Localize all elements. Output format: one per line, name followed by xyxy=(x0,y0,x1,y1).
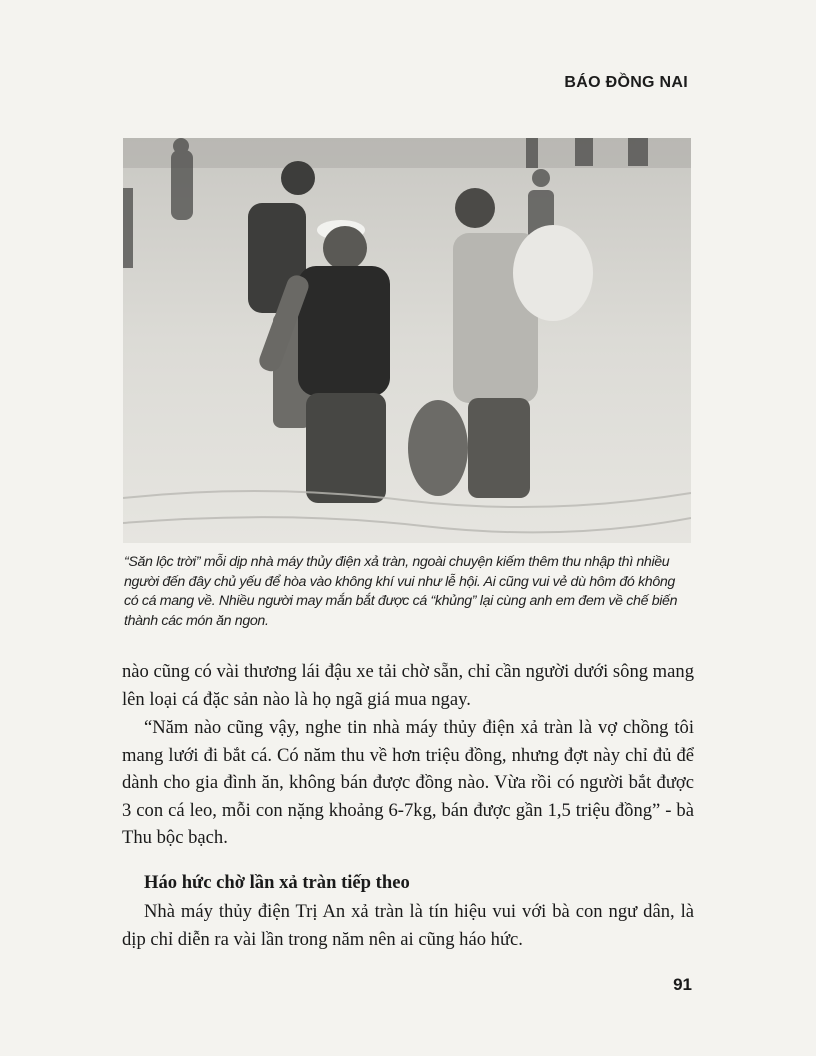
page-number: 91 xyxy=(673,975,692,994)
section-heading: Háo hức chờ lần xả tràn tiếp theo xyxy=(144,872,410,893)
body-paragraph-3: Nhà máy thủy điện Trị An xả tràn là tín hiệu vui với bà con ngư dân, là dịp chỉ diễn ra vài lần trong năm nên ai cũng háo hức. xyxy=(122,901,694,950)
body-paragraph-2: “Năm nào cũng vậy, nghe tin nhà máy thủy điện xả tràn là vợ chồng tôi mang lưới đi bắt cá. Có năm thu về hơn triệu đồng, nhưng đợt này chỉ đủ để dành cho gia đình ăn, không bán được đồng nào. Vừa rồi có người bắt được 3 con cá leo, mỗi con nặng khoảng 6-7kg, bán được gần 1,5 triệu đồng” - bà Thu bộc bạch. xyxy=(122,717,694,848)
running-header: BÁO ĐỒNG NAI xyxy=(564,74,688,91)
news-photo xyxy=(123,138,691,543)
body-paragraph-1: nào cũng có vài thương lái đậu xe tải chờ sẵn, chỉ cần người dưới sông mang lên loại cá đặc sản nào là họ ngã giá mua ngay. xyxy=(122,661,694,710)
photo-illustration xyxy=(123,138,691,543)
photo-caption: “Săn lộc trời” mỗi dịp nhà máy thủy điện xả tràn, ngoài chuyện kiếm thêm thu nhập thì nhiều người đến đây chủ yếu để hòa vào không khí vui như lễ hội. Ai cũng vui vẻ dù hôm đó không có cá mang về. Nhiều người may mắn bắt được cá “khủng” lại cùng anh em đem về chế biến thành các món ăn ngon. xyxy=(124,554,678,629)
